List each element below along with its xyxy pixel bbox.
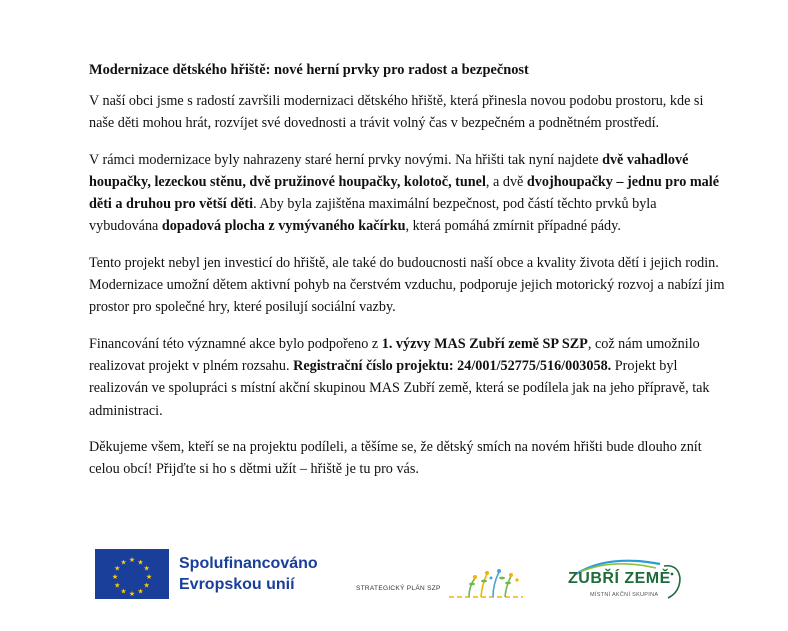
- szp-label: STRATEGICKÝ PLÁN SZP: [356, 585, 441, 592]
- text-span: V rámci modernizace byly nahrazeny staré herní prvky novými. Na hřišti tak nyní najdete: [89, 151, 603, 168]
- szp-logo: [356, 566, 525, 600]
- text-span: Financování této významné akce bylo podpořeno z: [89, 335, 382, 352]
- text-span: . Aby byla zajištěna maximální bezpečnost, pod částí těchto prvků byla vybudována: [89, 196, 657, 235]
- svg-text:★: ★: [143, 564, 150, 573]
- svg-text:★: ★: [120, 587, 127, 596]
- eu-line-2: Evropskou unií: [179, 576, 295, 593]
- document-body: [89, 60, 729, 494]
- paragraph-equipment: [89, 149, 729, 238]
- text-span: , a dvě: [485, 173, 527, 190]
- bold-double-swings: dvojhoupačky – jednu pro malé děti a druhou pro větší děti: [89, 173, 719, 213]
- svg-text:★: ★: [143, 581, 150, 590]
- svg-text:★: ★: [128, 590, 136, 598]
- zubri-zeme-logo: [568, 552, 688, 612]
- zz-subtitle: MÍSTNÍ AKČNÍ SKUPINA: [590, 592, 659, 598]
- paragraph-thanks: Děkujeme všem, kteří se na projektu podíleli, a těšíme se, že dětský smích na novém hřišti bude dlouho znít celou obcí! Přijďte si ho s dětmi užít – hřiště je tu pro vás.: [89, 438, 702, 478]
- svg-text:★: ★: [137, 587, 144, 596]
- paragraph-funding: [89, 333, 729, 422]
- svg-text:★: ★: [137, 558, 144, 567]
- bold-registration-number: Registrační číslo projektu: 24/001/52775/516/003058.: [293, 357, 612, 374]
- svg-text:★: ★: [111, 573, 119, 581]
- text-span: Projekt byl realizován ve spolupráci s místní akční skupinou MAS Zubří země, která se podílela jak na jeho přípravě, tak administraci.: [89, 357, 710, 419]
- szp-plants-icon: [447, 566, 525, 600]
- svg-text:★: ★: [145, 573, 153, 581]
- text-span: , která pomáhá zmírnit případné pády.: [405, 218, 621, 235]
- svg-text:★: ★: [128, 556, 136, 564]
- svg-text:★: ★: [114, 581, 121, 590]
- eu-line-1: Spolufinancováno: [179, 555, 318, 572]
- eu-text: [179, 553, 318, 595]
- svg-text:★: ★: [120, 558, 127, 567]
- text-span: , což nám umožnilo realizovat projekt v plném rozsahu.: [89, 335, 700, 374]
- eu-cofunding-logo: [95, 549, 318, 599]
- zz-title: ZUBŘÍ ZEMĚ: [568, 570, 671, 587]
- article-title: Modernizace dětského hřiště: nové herní prvky pro radost a bezpečnost: [89, 62, 529, 78]
- bold-impact-surface: dopadová plocha z vymývaného kačírku: [161, 218, 406, 235]
- bold-call-name: 1. výzvy MAS Zubří země SP SZP: [381, 335, 588, 352]
- logo-footer: [0, 548, 788, 618]
- paragraph-future: Tento projekt nebyl jen investicí do hřiště, ale také do budoucnosti naší obce a kvality života dětí i jejich rodin. Modernizace umožní dětem aktivní pohyb na čerstvém vzduchu, podporuje jejich motorický rozvoj a nabízí jim prostor pro společné hry, které posilují sociální vazby.: [89, 254, 725, 316]
- paragraph-intro: V naší obci jsme s radostí završili modernizaci dětského hřiště, která přinesla novou podobu prostoru, kde si naše děti mohou hrát, rozvíjet své dovednosti a trávit volný čas v bezpečném a podnětném prostředí.: [89, 93, 704, 132]
- eu-flag-icon: [95, 549, 169, 599]
- bold-equipment-list: dvě vahadlové houpačky, lezeckou stěnu, dvě pružinové houpačky, kolotoč, tunel: [89, 151, 689, 190]
- svg-text:★: ★: [114, 564, 121, 573]
